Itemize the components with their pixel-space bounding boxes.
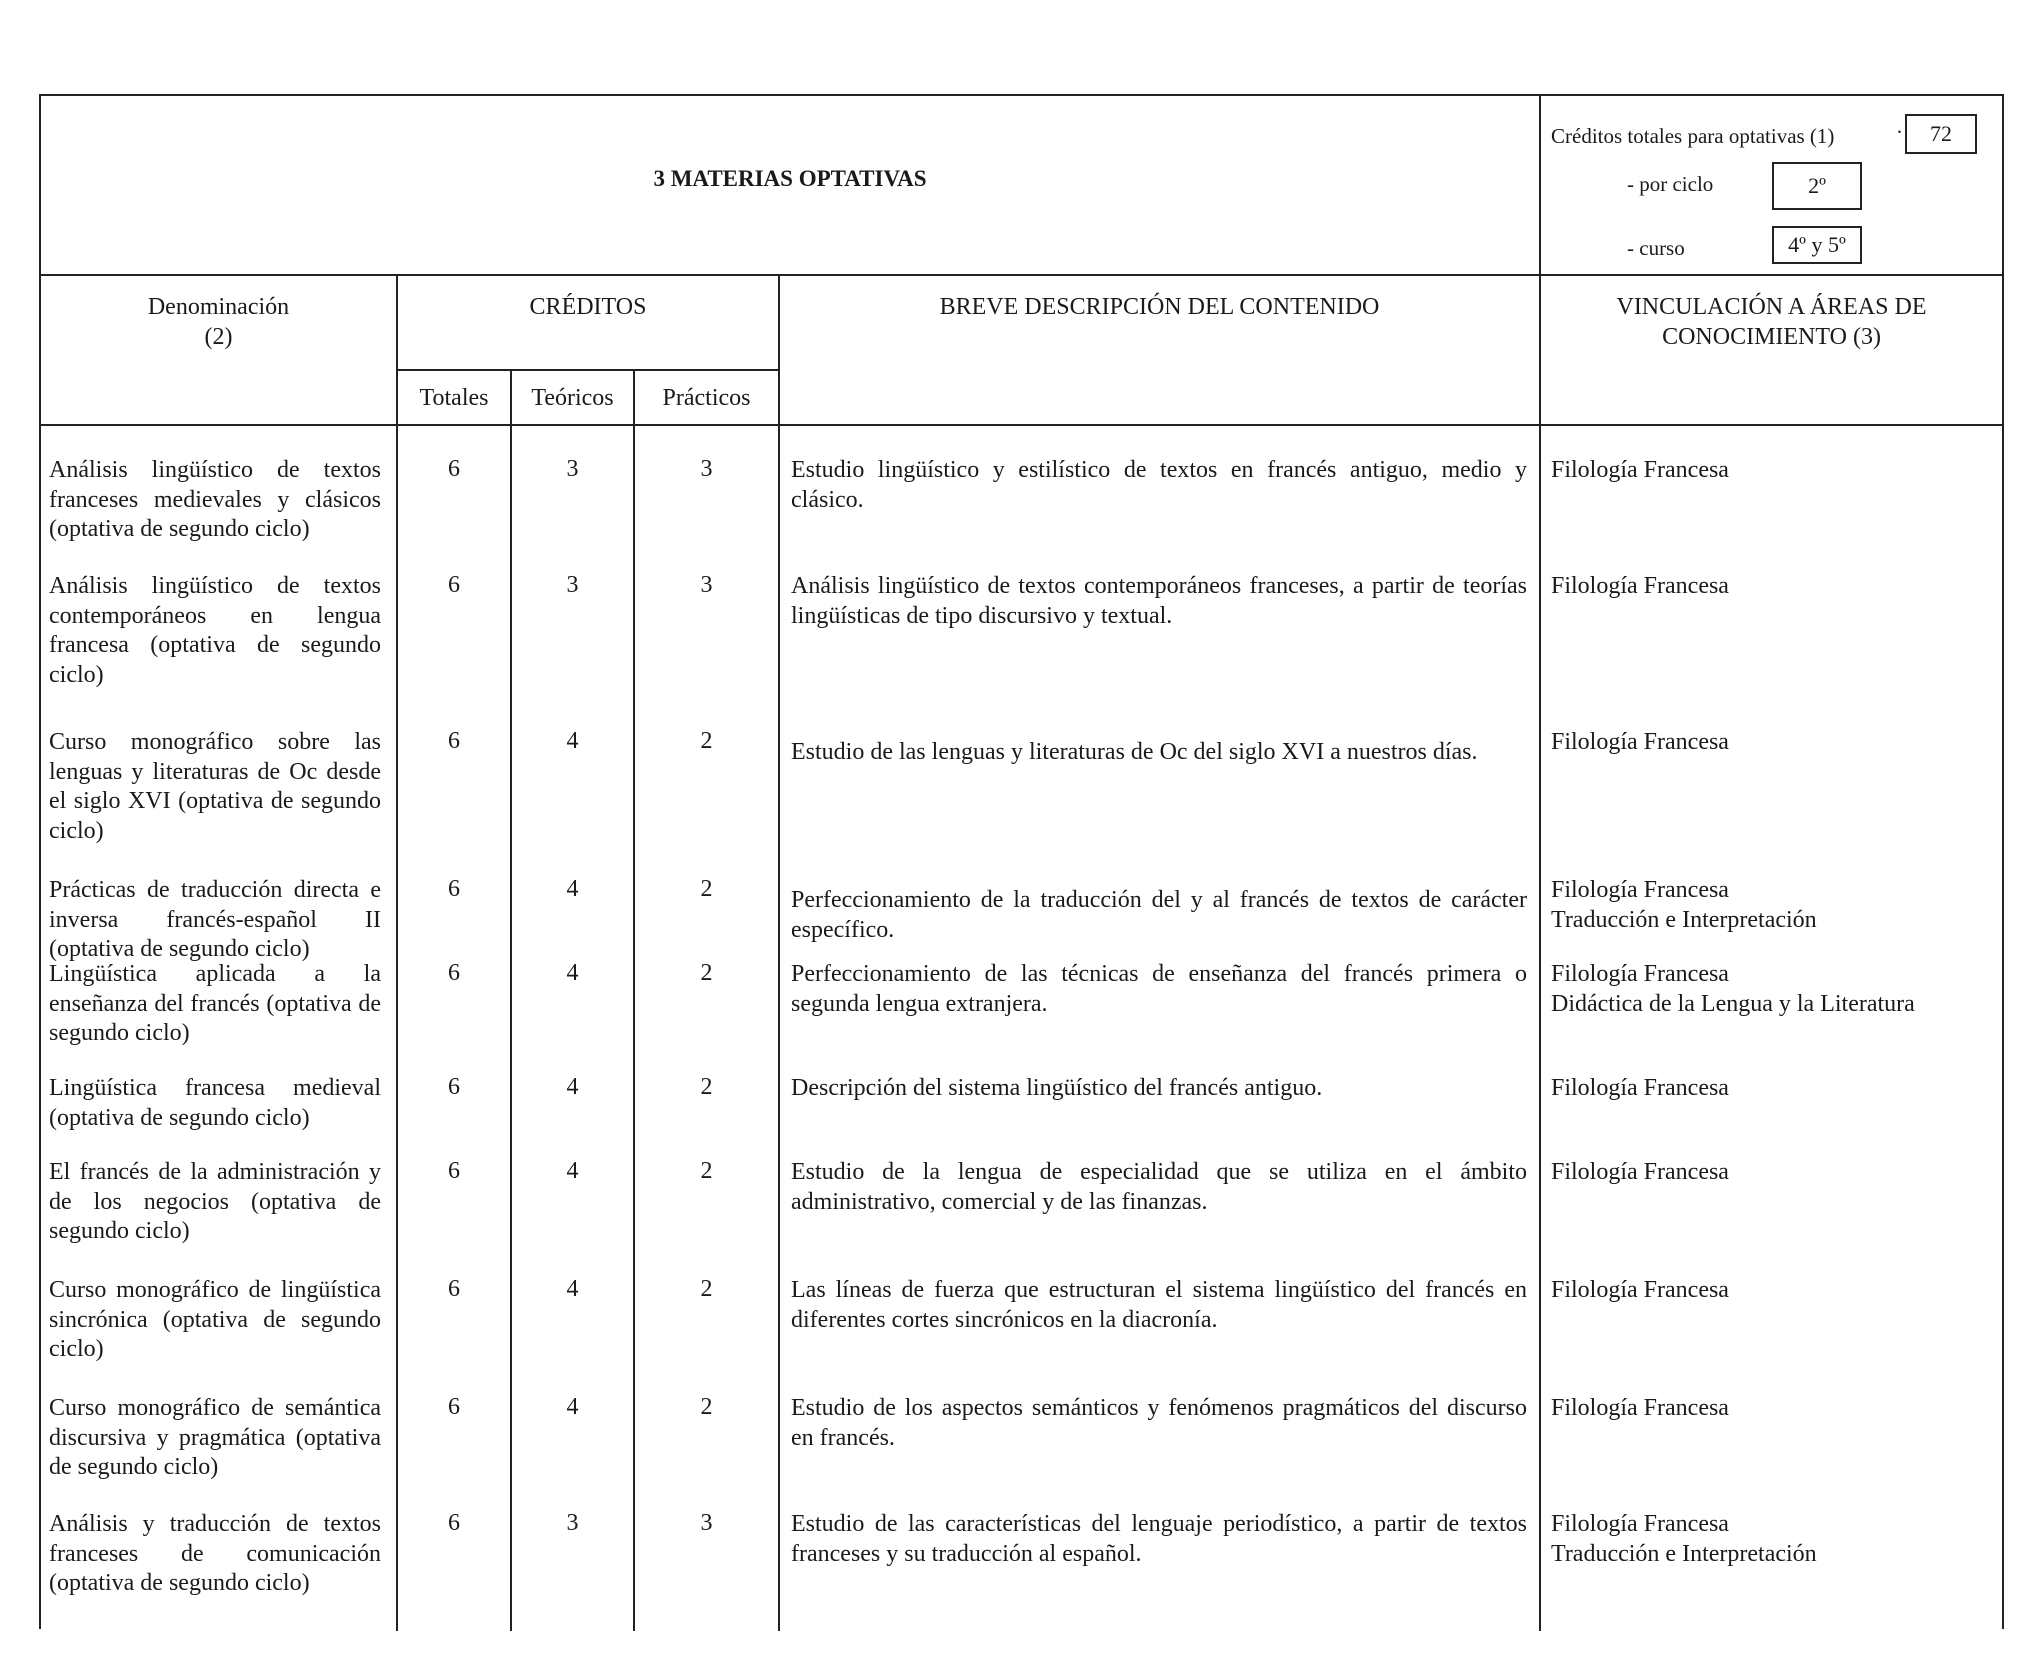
credits-teoricos: 4 bbox=[566, 876, 579, 902]
course-description: Estudio lingüístico y estilístico de textos en francés antiguo, medio y clásico. bbox=[791, 457, 1527, 513]
knowledge-areas bbox=[1551, 1276, 1996, 1306]
knowledge-area: Filología Francesa bbox=[1551, 1075, 1729, 1101]
knowledge-areas bbox=[1551, 1158, 1996, 1188]
credits-practicos: 3 bbox=[700, 572, 713, 598]
credits-teoricos: 4 bbox=[566, 1074, 579, 1100]
col-totales: Totales bbox=[419, 385, 489, 411]
rule-header-bottom bbox=[41, 274, 2002, 276]
knowledge-areas bbox=[1551, 960, 1996, 1019]
knowledge-area: Filología Francesa bbox=[1551, 877, 1729, 903]
section-title: 3 MATERIAS OPTATIVAS bbox=[653, 166, 927, 191]
credits-practicos: 2 bbox=[700, 1158, 713, 1184]
credits-teoricos: 4 bbox=[566, 960, 579, 986]
credits-totales: 6 bbox=[448, 876, 460, 902]
course-description: Perfeccionamiento de las técnicas de enseñanza del francés primera o segunda lengua extranjera. bbox=[791, 961, 1527, 1017]
credits-teoricos: 4 bbox=[566, 1394, 579, 1420]
credits-practicos: 2 bbox=[700, 1074, 713, 1100]
rule-creditos-split bbox=[396, 369, 780, 371]
credits-teoricos: 4 bbox=[566, 1158, 579, 1184]
credits-practicos: 2 bbox=[700, 876, 713, 902]
knowledge-area: Traducción e Interpretación bbox=[1551, 1540, 1817, 1567]
course-name: El francés de la administración y de los negocios (optativa de segundo ciclo) bbox=[49, 1159, 381, 1244]
knowledge-area: Filología Francesa bbox=[1551, 1395, 1729, 1421]
knowledge-areas bbox=[1551, 572, 1996, 602]
bullet-mark: · bbox=[1896, 120, 1903, 144]
credits-practicos: 2 bbox=[700, 1276, 713, 1302]
col-vinculacion-line1: VINCULACIÓN A ÁREAS DE bbox=[1616, 294, 1927, 320]
curso-box: 4º y 5º bbox=[1772, 226, 1862, 264]
knowledge-areas bbox=[1551, 1074, 1996, 1104]
credits-practicos: 3 bbox=[700, 456, 713, 482]
credits-totales: 6 bbox=[448, 960, 460, 986]
knowledge-area: Filología Francesa bbox=[1551, 961, 1729, 987]
credits-totales: 6 bbox=[448, 728, 460, 754]
knowledge-area: Filología Francesa bbox=[1551, 573, 1729, 599]
credits-totales: 6 bbox=[448, 1074, 460, 1100]
course-name: Curso monográfico de semántica discursiva y pragmática (optativa de segundo ciclo) bbox=[49, 1395, 381, 1480]
course-description: Perfeccionamiento de la traducción del y al francés de textos de carácter específico. bbox=[791, 887, 1527, 943]
knowledge-area: Filología Francesa bbox=[1551, 729, 1729, 755]
col-vinculacion bbox=[1541, 292, 2002, 352]
col-denominacion-label: Denominación bbox=[147, 294, 290, 320]
knowledge-areas bbox=[1551, 728, 1996, 758]
course-name: Prácticas de traducción directa e inversa francés-español II (optativa de segundo ciclo) bbox=[49, 877, 381, 962]
col-denominacion bbox=[41, 292, 396, 352]
credits-totales: 6 bbox=[448, 572, 460, 598]
knowledge-area: Filología Francesa bbox=[1551, 457, 1729, 483]
credits-totales: 6 bbox=[448, 1158, 460, 1184]
course-description: Las líneas de fuerza que estructuran el sistema lingüístico del francés en diferentes cortes sincrónicos en la diacronía. bbox=[791, 1277, 1527, 1333]
course-name: Lingüística francesa medieval (optativa de segundo ciclo) bbox=[49, 1075, 381, 1131]
credits-practicos: 3 bbox=[700, 1510, 713, 1536]
knowledge-area: Didáctica de la Lengua y la Literatura bbox=[1551, 990, 1915, 1017]
knowledge-area: Traducción e Interpretación bbox=[1551, 906, 1817, 933]
credits-totales: 6 bbox=[448, 1276, 460, 1302]
credits-totales: 6 bbox=[448, 1510, 460, 1536]
course-name: Curso monográfico de lingüística sincrónica (optativa de segundo ciclo) bbox=[49, 1277, 381, 1362]
col-teoricos: Teóricos bbox=[531, 385, 614, 411]
col-practicos: Prácticos bbox=[662, 385, 751, 411]
col-vinculacion-line2: CONOCIMIENTO (3) bbox=[1662, 324, 1881, 350]
creditos-totales-box: 72 bbox=[1905, 114, 1977, 154]
rule-columns-bottom bbox=[41, 424, 2002, 426]
credits-totales: 6 bbox=[448, 1394, 460, 1420]
knowledge-areas bbox=[1551, 876, 1996, 935]
credits-teoricos: 3 bbox=[566, 572, 579, 598]
knowledge-area: Filología Francesa bbox=[1551, 1277, 1729, 1303]
course-table bbox=[39, 94, 2004, 1629]
course-description: Descripción del sistema lingüístico del francés antiguo. bbox=[791, 1075, 1323, 1101]
course-name: Análisis lingüístico de textos franceses medievales y clásicos (optativa de segundo ciclo) bbox=[49, 457, 381, 542]
knowledge-areas bbox=[1551, 1510, 1996, 1569]
course-description: Estudio de la lengua de especialidad que se utiliza en el ámbito administrativo, comercial y de las finanzas. bbox=[791, 1159, 1527, 1215]
col-descripcion: BREVE DESCRIPCIÓN DEL CONTENIDO bbox=[939, 294, 1380, 320]
course-name: Análisis y traducción de textos franceses de comunicación (optativa de segundo ciclo) bbox=[49, 1511, 381, 1596]
credits-practicos: 2 bbox=[700, 728, 713, 754]
knowledge-area: Filología Francesa bbox=[1551, 1511, 1729, 1537]
knowledge-area: Filología Francesa bbox=[1551, 1159, 1729, 1185]
knowledge-areas bbox=[1551, 1394, 1996, 1424]
credits-practicos: 2 bbox=[700, 1394, 713, 1420]
course-name: Curso monográfico sobre las lenguas y literaturas de Oc desde el siglo XVI (optativa de segundo ciclo) bbox=[49, 729, 381, 844]
rule-v-totales bbox=[510, 369, 512, 1631]
course-description: Estudio de las lenguas y literaturas de Oc del siglo XVI a nuestros días. bbox=[791, 739, 1478, 765]
credits-teoricos: 4 bbox=[566, 728, 579, 754]
credits-teoricos: 3 bbox=[566, 1510, 579, 1536]
credits-teoricos: 4 bbox=[566, 1276, 579, 1302]
course-description: Estudio de los aspectos semánticos y fenómenos pragmáticos del discurso en francés. bbox=[791, 1395, 1527, 1451]
col-denominacion-note: (2) bbox=[204, 324, 233, 350]
credits-teoricos: 3 bbox=[566, 456, 579, 482]
course-description: Estudio de las características del lenguaje periodístico, a partir de textos franceses y su traducción al español. bbox=[791, 1511, 1527, 1567]
course-name: Lingüística aplicada a la enseñanza del francés (optativa de segundo ciclo) bbox=[49, 961, 381, 1046]
rule-v-practicos bbox=[778, 274, 780, 1631]
course-description: Análisis lingüístico de textos contemporáneos franceses, a partir de teorías lingüísticas de tipo discursivo y textual. bbox=[791, 573, 1527, 629]
rule-v-teoricos bbox=[633, 369, 635, 1631]
curso-label: - curso bbox=[1627, 236, 1685, 260]
knowledge-areas bbox=[1551, 456, 1996, 486]
col-creditos: CRÉDITOS bbox=[529, 294, 647, 320]
creditos-totales-label: Créditos totales para optativas (1) bbox=[1551, 124, 1835, 148]
por-ciclo-label: - por ciclo bbox=[1627, 172, 1714, 196]
credits-practicos: 2 bbox=[700, 960, 713, 986]
course-name: Análisis lingüístico de textos contemporáneos en lengua francesa (optativa de segundo ciclo) bbox=[49, 573, 381, 688]
credits-totales: 6 bbox=[448, 456, 460, 482]
por-ciclo-box: 2º bbox=[1772, 162, 1862, 210]
